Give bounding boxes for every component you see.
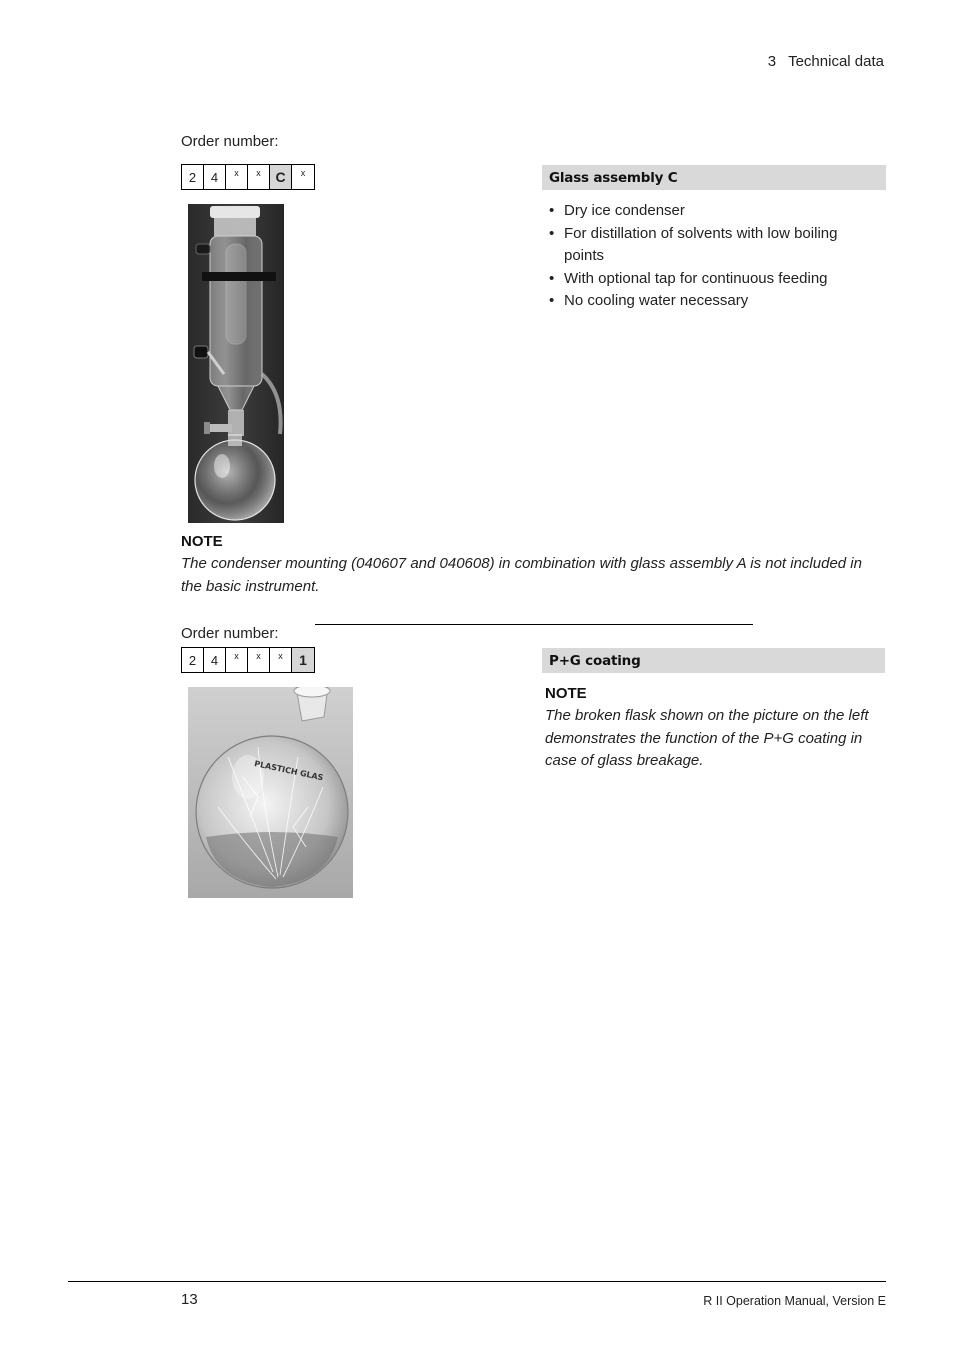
order-number-label: Order number:: [181, 625, 279, 642]
list-item: • No cooling water necessary: [545, 290, 875, 313]
code-placeholder: x: [248, 165, 270, 189]
section-title: Glass assembly C: [542, 165, 886, 190]
code-placeholder: x: [226, 165, 248, 189]
code-digit: 4: [204, 648, 226, 672]
document-title: R II Operation Manual, Version E: [703, 1294, 886, 1308]
list-item: • With optional tap for continuous feeding: [545, 268, 875, 291]
code-placeholder: x: [248, 648, 270, 672]
order-number-code: [181, 647, 315, 673]
code-digit: 2: [182, 165, 204, 189]
order-number-label: Order number:: [181, 133, 279, 150]
code-digit: 4: [204, 165, 226, 189]
code-placeholder: x: [300, 168, 306, 178]
chapter-number: 3: [767, 53, 777, 70]
code-placeholder: x: [270, 648, 292, 672]
note-title: NOTE: [181, 533, 223, 550]
note-text: The condenser mounting (040607 and 040608) in combination with glass assembly A is not included in the basic instrument.: [181, 555, 862, 595]
code-variant-highlight: C: [270, 165, 292, 189]
footer-rule: [68, 1281, 886, 1282]
list-item: • Dry ice condenser: [545, 200, 875, 223]
section-title: P+G coating: [542, 648, 885, 673]
flask-label: PLASTICH GLAS: [253, 758, 325, 783]
feature-list: [545, 200, 875, 313]
code-variant-highlight: 1: [292, 648, 314, 672]
glass-assembly-photo: [188, 204, 284, 523]
note-title: NOTE: [545, 685, 587, 702]
list-item: • For distillation of solvents with low boiling points: [545, 223, 875, 268]
code-digit: 2: [182, 648, 204, 672]
order-number-code: [181, 164, 315, 190]
broken-flask-photo: [188, 687, 353, 898]
section-divider: [315, 624, 753, 625]
note-text: The broken flask shown on the picture on the left demonstrates the function of the P+G coating in case of glass breakage.: [545, 707, 869, 769]
page-number: 13: [181, 1291, 198, 1308]
chapter-title: Technical data: [788, 53, 884, 70]
running-header: [768, 53, 884, 70]
code-placeholder: x: [226, 648, 248, 672]
